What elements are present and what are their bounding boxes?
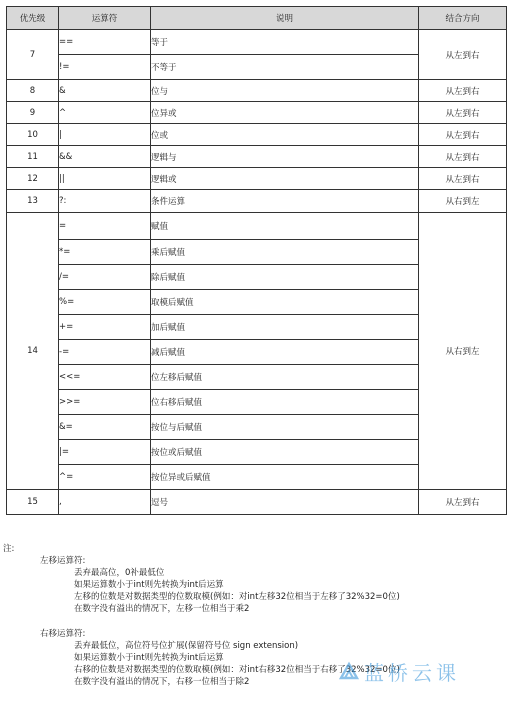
table-header-row <box>7 7 507 30</box>
table-row <box>7 146 507 168</box>
note-line: 在数字没有溢出的情况下，左移一位相当于乘2 <box>74 604 250 614</box>
note-line: 丢弃最低位，高位符号位扩展(保留符号位 sign extension) <box>74 641 299 651</box>
header-priority: 优先级 <box>7 7 59 30</box>
operator-cell: != <box>59 55 151 80</box>
table-row <box>7 124 507 146</box>
operator-cell: = <box>59 213 151 240</box>
priority-cell: 9 <box>7 102 59 124</box>
operator-cell: ?: <box>59 190 151 213</box>
operator-cell: -= <box>59 340 151 365</box>
table-row <box>7 190 507 213</box>
operator-cell: >>= <box>59 390 151 415</box>
priority-cell: 13 <box>7 190 59 213</box>
associativity-cell: 从左到右 <box>419 146 507 168</box>
description-cell: 条件运算 <box>151 190 419 213</box>
operator-cell: & <box>59 80 151 102</box>
operator-cell: | <box>59 124 151 146</box>
associativity-cell: 从左到右 <box>419 168 507 190</box>
operator-cell: || <box>59 168 151 190</box>
description-cell: 赋值 <box>151 213 419 240</box>
description-cell: 除后赋值 <box>151 265 419 290</box>
description-cell: 按位异或后赋值 <box>151 465 419 490</box>
description-cell: 逗号 <box>151 490 419 515</box>
priority-cell: 10 <box>7 124 59 146</box>
header-operator: 运算符 <box>59 7 151 30</box>
note-line: 如果运算数小于int则先转换为int后运算 <box>74 653 224 663</box>
priority-cell: 14 <box>7 213 59 490</box>
lanqiao-logo-icon <box>338 660 360 682</box>
table-row <box>7 80 507 102</box>
left-shift-title: 左移运算符: <box>40 556 86 566</box>
associativity-cell: 从左到右 <box>419 80 507 102</box>
description-cell: 按位或后赋值 <box>151 440 419 465</box>
operator-precedence-table <box>6 6 507 515</box>
watermark <box>338 656 508 686</box>
description-cell: 减后赋值 <box>151 340 419 365</box>
watermark-text: 蓝桥云课 <box>364 660 460 685</box>
description-cell: 逻辑或 <box>151 168 419 190</box>
table-row <box>7 30 507 55</box>
note-line: 如果运算数小于int则先转换为int后运算 <box>74 580 224 590</box>
right-shift-title: 右移运算符: <box>40 629 86 639</box>
operator-cell: |= <box>59 440 151 465</box>
operator-cell: /= <box>59 265 151 290</box>
operator-cell: && <box>59 146 151 168</box>
operator-cell: , <box>59 490 151 515</box>
description-cell: 逻辑与 <box>151 146 419 168</box>
description-cell: 等于 <box>151 30 419 55</box>
header-description: 说明 <box>151 7 419 30</box>
operator-cell: == <box>59 30 151 55</box>
table-row <box>7 102 507 124</box>
priority-cell: 7 <box>7 30 59 80</box>
description-cell: 不等于 <box>151 55 419 80</box>
operator-cell: %= <box>59 290 151 315</box>
description-cell: 加后赋值 <box>151 315 419 340</box>
description-cell: 位与 <box>151 80 419 102</box>
operator-cell: <<= <box>59 365 151 390</box>
operator-cell: *= <box>59 240 151 265</box>
description-cell: 乘后赋值 <box>151 240 419 265</box>
description-cell: 位异或 <box>151 102 419 124</box>
associativity-cell: 从左到右 <box>419 124 507 146</box>
associativity-cell: 从右到左 <box>419 213 507 490</box>
description-cell: 位或 <box>151 124 419 146</box>
description-cell: 位左移后赋值 <box>151 365 419 390</box>
associativity-cell: 从右到左 <box>419 190 507 213</box>
description-cell: 按位与后赋值 <box>151 415 419 440</box>
priority-cell: 15 <box>7 490 59 515</box>
associativity-cell: 从左到右 <box>419 102 507 124</box>
note-line: 在数字没有溢出的情况下，右移一位相当于除2 <box>74 677 250 687</box>
description-cell: 取模后赋值 <box>151 290 419 315</box>
priority-cell: 8 <box>7 80 59 102</box>
notes-label: 注: <box>3 544 15 554</box>
table-row <box>7 168 507 190</box>
operator-cell: += <box>59 315 151 340</box>
operator-cell: ^ <box>59 102 151 124</box>
associativity-cell: 从左到右 <box>419 490 507 515</box>
priority-cell: 11 <box>7 146 59 168</box>
header-associativity: 结合方向 <box>419 7 507 30</box>
table-row <box>7 213 507 240</box>
note-line: 右移的位数是对数据类型的位数取模(例如：对int右移32位相当于右移了32%32=0位) <box>74 665 400 675</box>
note-line: 丢弃最高位，0补最低位 <box>74 568 165 578</box>
operator-cell: ^= <box>59 465 151 490</box>
note-line: 左移的位数是对数据类型的位数取模(例如：对int左移32位相当于左移了32%32=0位) <box>74 592 400 602</box>
priority-cell: 12 <box>7 168 59 190</box>
table-row <box>7 490 507 515</box>
description-cell: 位右移后赋值 <box>151 390 419 415</box>
operator-cell: &= <box>59 415 151 440</box>
associativity-cell: 从左到右 <box>419 30 507 80</box>
